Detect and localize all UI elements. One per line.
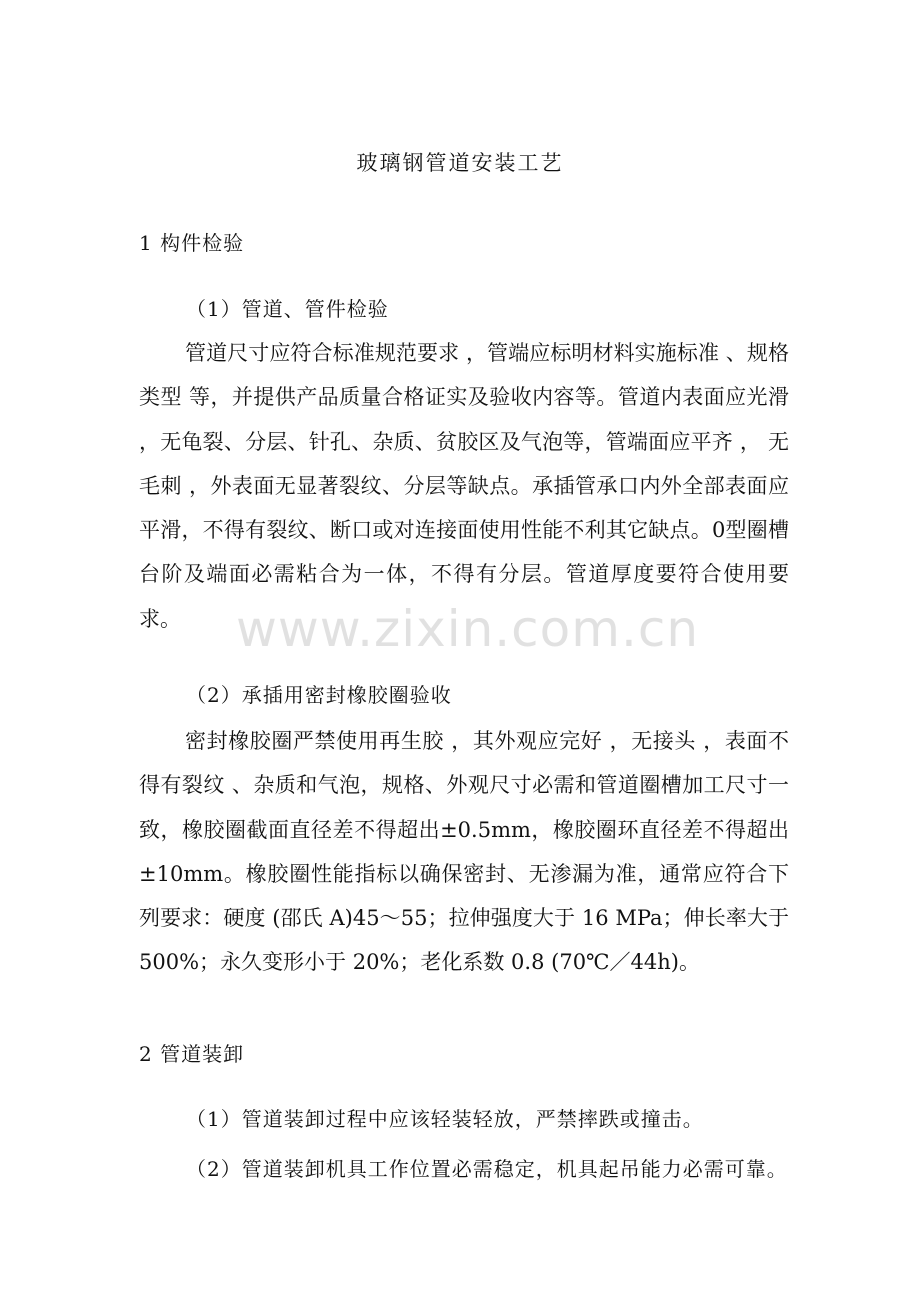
subsection-heading-1: （1）管道、管件检验 bbox=[186, 297, 389, 321]
document-title: 玻璃钢管道安装工艺 bbox=[356, 151, 564, 175]
list-item: （1）管道装卸过程中应该轻装轻放，严禁摔跌或撞击。 bbox=[186, 1107, 704, 1131]
paragraph-pipe-inspection: 管道尺寸应符合标准规范要求 ，管端应标明材料实施标准 、规格类型 等，并提供产品质量合格证实及验收内容等。管道内表面应光滑 ，无龟裂、分层、针孔、杂质、贫胶区及气泡等，管端面应平齐 ， 无毛刺 ，外表面无显著裂纹、分层等缺点。承插管承口内外全部表面应平滑，不得有裂纹、断口或对连接面使用性能不利其它缺点。0型圈槽台阶及端面必需粘合为一体，不得有分层。管道厚度要符合使用要求。 bbox=[139, 341, 789, 631]
paragraph-rubber-ring: 密封橡胶圈严禁使用再生胶 ，其外观应完好 ，无接头 ，表面不得有裂纹 、杂质和气泡，规格、外观尺寸必需和管道圈槽加工尺寸一致，橡胶圈截面直径差不得超出±0.5mm，橡胶圈环直径差不得超出±10mm。橡胶圈性能指标以确保密封、无渗漏为准，通常应符合下列要求：硬度 (邵氏 A)45～55；拉伸强度大于 16 MPa；伸长率大于 500%；永久变形小于 20%；老化系数 0.8 (70℃／44h)。 bbox=[139, 729, 789, 975]
list-item: （2）管道装卸机具工作位置必需稳定，机具起吊能力必需可靠。 bbox=[186, 1157, 788, 1181]
section-heading-2: 2 管道装卸 bbox=[139, 1042, 245, 1066]
section-heading-1: 1 构件检验 bbox=[139, 231, 245, 255]
watermark: www.zixin.com.cn bbox=[236, 600, 700, 658]
subsection-heading-2: （2）承插用密封橡胶圈验收 bbox=[186, 683, 452, 707]
